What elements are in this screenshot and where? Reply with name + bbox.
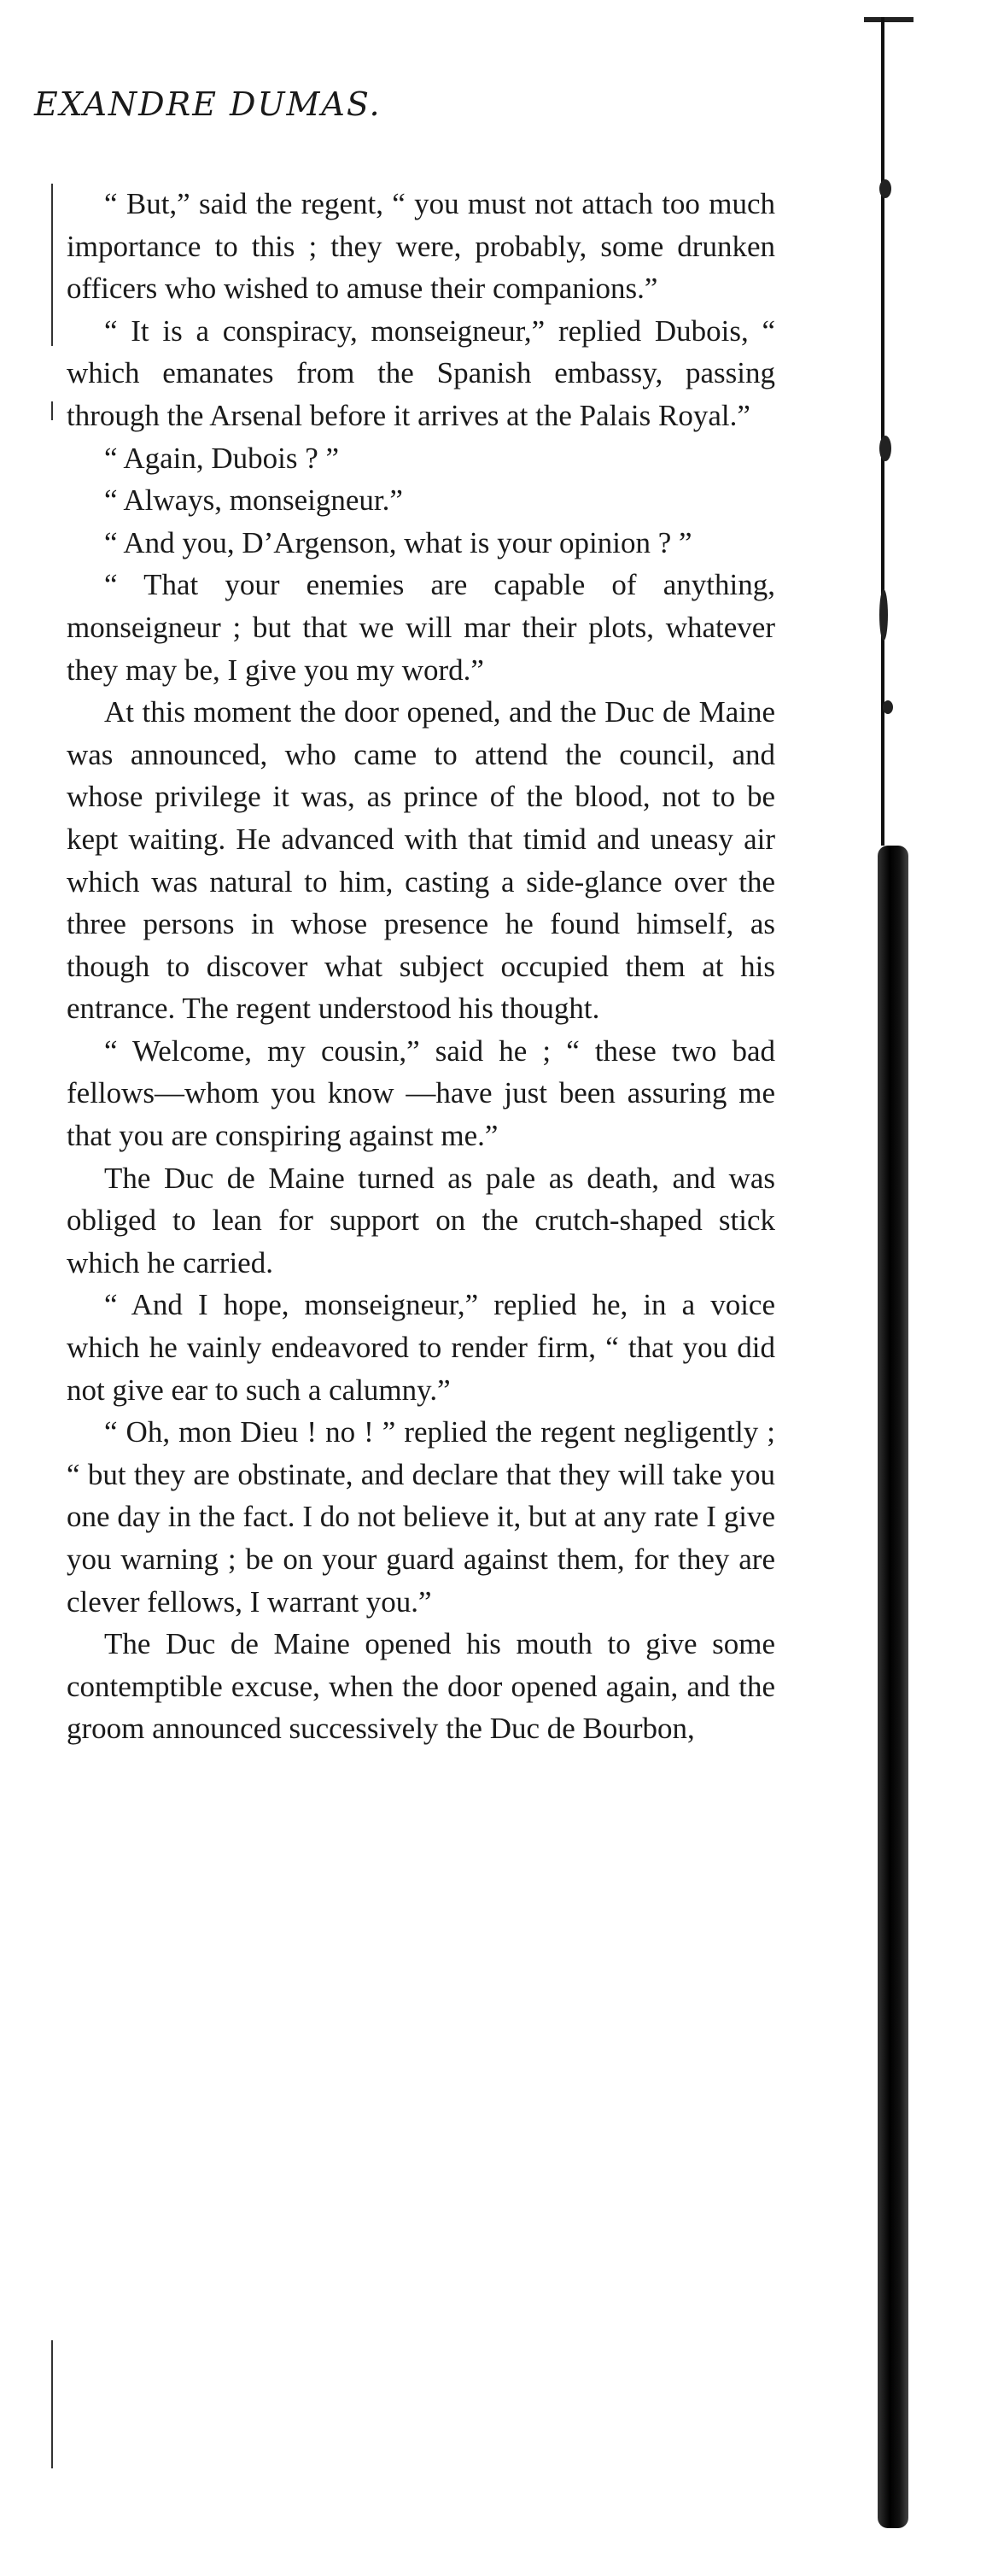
paragraph: The Duc de Maine turned as pale as death, and was obliged to lean for support on the crutch-shaped stick which he carried. bbox=[67, 1161, 775, 1279]
paragraph: “ Always, monseigneur.” bbox=[104, 483, 403, 518]
gutter-speck bbox=[879, 436, 891, 461]
margin-mark bbox=[51, 2340, 53, 2468]
paragraph: “ And I hope, monseigneur,” replied he, in a voice which he vainly endeavored to render firm, “ that you did not give ear to such a calumny.” bbox=[67, 1288, 775, 1407]
paragraph: At this moment the door opened, and the Duc de Maine was announced, who came to attend the council, and whose privilege it was, as prince of the blood, not to be kept waiting. He advanced with that timid and uneasy air which was natural to him, casting a side-glance over the three persons in whose presence he found himself, as though to discover what subject occupied them at his entrance. The regent understood his thought. bbox=[67, 695, 775, 1026]
paragraph: “ And you, D’Argenson, what is your opinion ? ” bbox=[104, 525, 692, 559]
paragraph: “ Welcome, my cousin,” said he ; “ these two bad fellows—whom you know —have just been assuring me that you are conspiring against me.” bbox=[67, 1033, 775, 1153]
paragraph: “ It is a conspiracy, monseigneur,” replied Dubois, “ which emanates from the Spanish embassy, passing through the Arsenal before it arrives at the Palais Royal.” bbox=[67, 313, 775, 432]
gutter-top-mark bbox=[864, 17, 914, 22]
gutter-speck bbox=[883, 700, 893, 714]
article-body bbox=[67, 183, 775, 1750]
paragraph: “ Oh, mon Dieu ! no ! ” replied the regent negligently ; “ but they are obstinate, and declare that they will take you one day in the fact. I do not believe it, but at any rate I give you warning ; be on your guard against them, for they are clever fellows, I warrant you.” bbox=[67, 1415, 775, 1619]
binding-gutter-shadow bbox=[878, 846, 908, 2528]
paragraph: “ Again, Dubois ? ” bbox=[104, 441, 340, 475]
binding-gutter-line bbox=[881, 17, 884, 846]
gutter-speck bbox=[879, 179, 891, 198]
margin-mark bbox=[51, 184, 53, 346]
paragraph: “ That your enemies are capable of anything, monseigneur ; but that we will mar their plots, whatever they may be, I give you my word.” bbox=[67, 568, 775, 687]
paragraph: The Duc de Maine opened his mouth to give some contemptible excuse, when the door opened again, and the groom announced successively the Duc de Bourbon, bbox=[67, 1627, 775, 1746]
margin-mark bbox=[51, 401, 53, 420]
running-header: EXANDRE DUMAS. bbox=[34, 85, 382, 123]
paragraph: “ But,” said the regent, “ you must not attach too much importance to this ; they were, probably, some drunken officers who wished to amuse their companions.” bbox=[67, 187, 775, 306]
gutter-speck bbox=[879, 589, 888, 641]
